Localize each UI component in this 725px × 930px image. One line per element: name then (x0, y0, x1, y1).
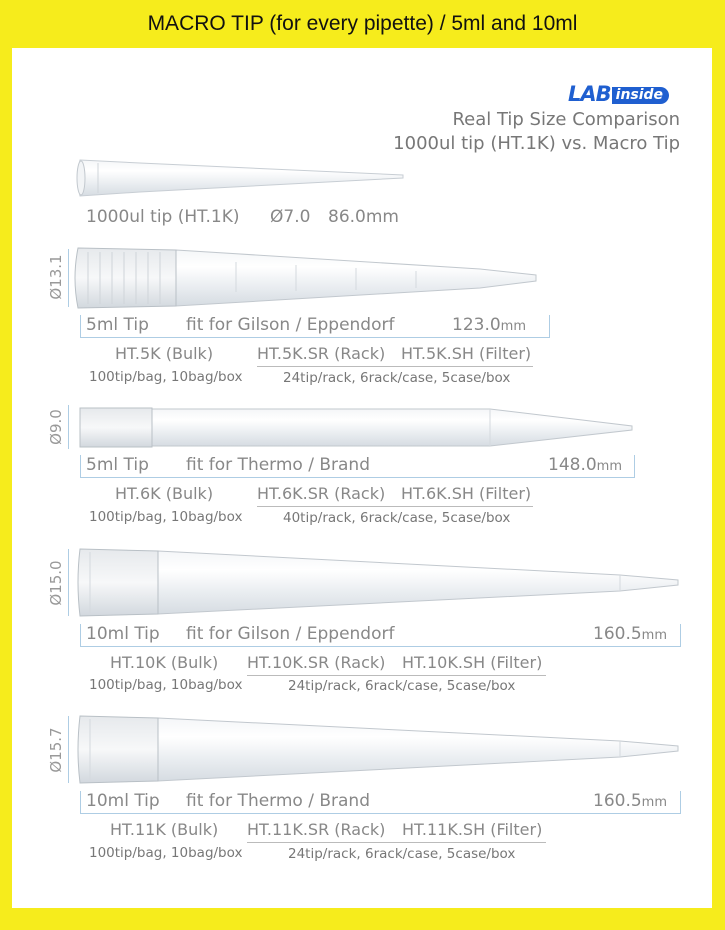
rack-packaging: 24tip/rack, 6rack/case, 5case/box (283, 370, 511, 386)
diameter-bracket (68, 249, 69, 307)
length-bracket-left (80, 791, 81, 813)
length-bracket-right (680, 624, 681, 646)
length-line (80, 646, 681, 647)
rack-code: HT.5K.SR (Rack) (257, 344, 386, 363)
length-line (80, 337, 550, 338)
filter-code: HT.10K.SH (Filter) (402, 653, 543, 672)
length-bracket-right (680, 791, 681, 813)
diameter-bracket (68, 405, 69, 449)
fit-label: fit for Thermo / Brand (186, 791, 370, 811)
length-line (80, 813, 681, 814)
length-value: 160.5 (593, 791, 642, 811)
volume-label: 5ml Tip (86, 315, 149, 335)
bulk-code: HT.5K (Bulk) (115, 344, 214, 363)
tip-ht5k (75, 248, 536, 308)
length-value: 123.0 (452, 315, 501, 335)
rack-code: HT.6K.SR (Rack) (257, 484, 386, 503)
length-value: 160.5 (593, 624, 642, 644)
page-title: MACRO TIP (for every pipette) / 5ml and 10ml (147, 12, 578, 35)
brand-lab: LAB (568, 82, 611, 106)
diameter-bracket (68, 716, 69, 783)
length-bracket-right (549, 315, 550, 337)
volume-label: 10ml Tip (86, 791, 160, 811)
header-line-2: 1000ul tip (HT.1K) vs. Macro Tip (393, 133, 680, 154)
bulk-code: HT.6K (Bulk) (115, 484, 214, 503)
brand-inside: inside (612, 87, 669, 104)
bulk-packaging: 100tip/bag, 10bag/box (89, 509, 243, 525)
tip-ht11k (78, 716, 678, 783)
diameter-label: Ø9.0 (47, 409, 65, 445)
diameter-label: Ø15.0 (47, 560, 65, 606)
code-underline (257, 366, 533, 367)
length-bracket-right (634, 455, 635, 477)
rack-packaging: 24tip/rack, 6rack/case, 5case/box (288, 846, 516, 862)
code-underline (257, 506, 533, 507)
length-unit: mm (596, 459, 622, 474)
bulk-packaging: 100tip/bag, 10bag/box (89, 369, 243, 385)
filter-code: HT.11K.SH (Filter) (402, 820, 543, 839)
length-value: 148.0 (548, 455, 597, 475)
header-line-1: Real Tip Size Comparison (452, 109, 680, 130)
rack-code: HT.10K.SR (Rack) (247, 653, 386, 672)
length-bracket-left (80, 455, 81, 477)
fit-label: fit for Gilson / Eppendorf (186, 624, 395, 644)
rack-code: HT.11K.SR (Rack) (247, 820, 386, 839)
diameter-bracket (68, 549, 69, 616)
length-unit: mm (500, 319, 526, 334)
tip-ht10k (78, 549, 678, 616)
bulk-code: HT.10K (Bulk) (110, 653, 219, 672)
bulk-packaging: 100tip/bag, 10bag/box (89, 677, 243, 693)
reference-tip (77, 160, 403, 196)
reference-length: 86.0mm (328, 207, 399, 227)
reference-name: 1000ul tip (HT.1K) (86, 207, 240, 227)
bulk-code: HT.11K (Bulk) (110, 820, 219, 839)
length-unit: mm (641, 628, 667, 643)
fit-label: fit for Gilson / Eppendorf (186, 315, 395, 335)
volume-label: 10ml Tip (86, 624, 160, 644)
filter-code: HT.6K.SH (Filter) (401, 484, 532, 503)
rack-packaging: 24tip/rack, 6rack/case, 5case/box (288, 678, 516, 694)
volume-label: 5ml Tip (86, 455, 149, 475)
length-unit: mm (641, 795, 667, 810)
fit-label: fit for Thermo / Brand (186, 455, 370, 475)
code-underline (247, 675, 546, 676)
diameter-label: Ø13.1 (47, 254, 65, 300)
length-bracket-left (80, 624, 81, 646)
rack-packaging: 40tip/rack, 6rack/case, 5case/box (283, 510, 511, 526)
filter-code: HT.5K.SH (Filter) (401, 344, 532, 363)
reference-diameter: Ø7.0 (270, 207, 311, 227)
code-underline (247, 842, 546, 843)
length-bracket-left (80, 315, 81, 337)
tip-ht6k (80, 408, 632, 447)
length-line (80, 477, 635, 478)
diameter-label: Ø15.7 (47, 727, 65, 773)
bulk-packaging: 100tip/bag, 10bag/box (89, 845, 243, 861)
